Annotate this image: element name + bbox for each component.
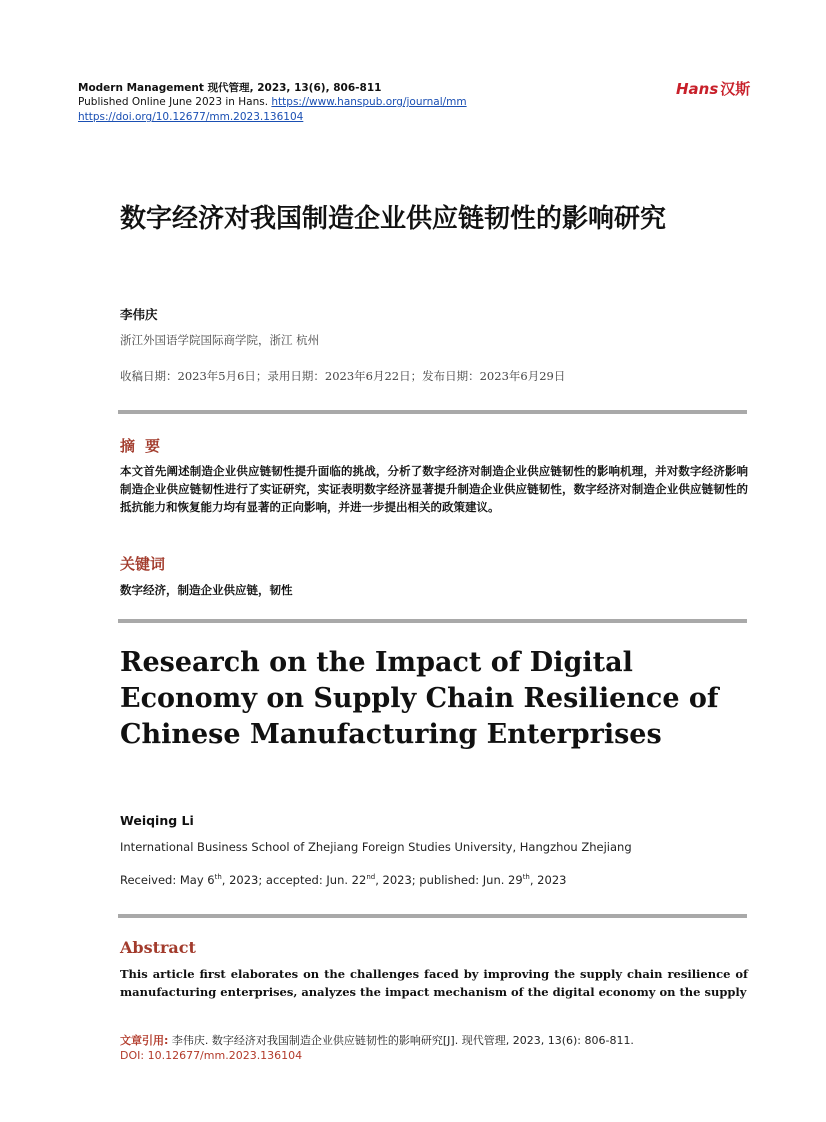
received-sup: th (214, 873, 222, 882)
cn-author: 李伟庆 (120, 307, 158, 322)
citation (120, 1032, 634, 1048)
cn-affiliation: 浙江外国语学院国际商学院，浙江 杭州 (120, 333, 320, 347)
journal-url-link[interactable]: https://www.hanspub.org/journal/mm (271, 96, 467, 108)
accepted-sup: nd (366, 873, 376, 882)
cn-title: 数字经济对我国制造企业供应链韧性的影响研究 (120, 204, 667, 234)
logo-latin: Hans (676, 80, 719, 98)
en-abstract-heading: Abstract (120, 938, 196, 957)
en-dates (120, 873, 566, 887)
received-date: Received: May 6 (120, 873, 215, 887)
en-author: Weiqing Li (120, 813, 194, 828)
cn-abstract-body: 本文首先阐述制造企业供应链韧性提升面临的挑战，分析了数字经济对制造企业供应链韧性的影响机理，并对数字经济影响制造企业供应链韧性进行了实证研究，实证表明数字经济显著提升制造企业供应链韧性，数字经济对制造企业供应链韧性的抵抗能力和恢复能力均有显著的正向影响，并进一步提出相关的政策建议。 (120, 464, 748, 514)
journal-name-en: Modern Management (78, 82, 204, 94)
citation-label: 文章引用: (120, 1034, 169, 1047)
logo-hanzi: 汉斯 (720, 80, 751, 98)
accepted-date: , 2023; accepted: Jun. 22 (221, 873, 367, 887)
published-line (78, 96, 467, 108)
en-affiliation: International Business School of Zhejiang Foreign Studies University, Hangzhou Zhejiang (120, 840, 632, 854)
en-abstract-body: This article first elaborates on the challenges faced by improving the supply chain resilience of manufacturing enterprises, analyzes the impact mechanism of the digital economy on the supply (120, 967, 748, 999)
doi-line (78, 111, 303, 123)
published-sup: th (522, 873, 530, 882)
cn-keywords-heading: 关键词 (120, 555, 166, 573)
divider-2 (118, 619, 747, 623)
published-date: , 2023; published: Jun. 29 (375, 873, 523, 887)
volume-info: , 2023, 13(6), 806-811 (249, 82, 382, 94)
published-text: Published Online June 2023 in Hans. (78, 96, 272, 108)
cn-abstract-heading: 摘要 (120, 437, 171, 455)
doi-url-link[interactable]: https://doi.org/10.12677/mm.2023.136104 (78, 111, 304, 123)
dates-suffix: , 2023 (529, 873, 567, 887)
cn-dates: 收稿日期：2023年5月6日；录用日期：2023年6月22日；发布日期：2023年6月29日 (120, 369, 566, 383)
divider-1 (118, 410, 747, 414)
citation-text: 李伟庆. 数字经济对我国制造企业供应链韧性的影响研究[J]. 现代管理, 2023, 13(6): 806-811. (168, 1034, 634, 1047)
divider-3 (118, 914, 747, 918)
publisher-logo (676, 78, 750, 99)
journal-name-cn: 现代管理 (207, 82, 250, 94)
cn-keywords: 数字经济，制造企业供应链，韧性 (120, 583, 293, 597)
en-title: Research on the Impact of Digital Economy on Supply Chain Resilience of Chinese Manufacturing Enterprises (120, 647, 719, 750)
footer-doi: DOI: 10.12677/mm.2023.136104 (120, 1049, 303, 1062)
journal-header (78, 80, 381, 95)
